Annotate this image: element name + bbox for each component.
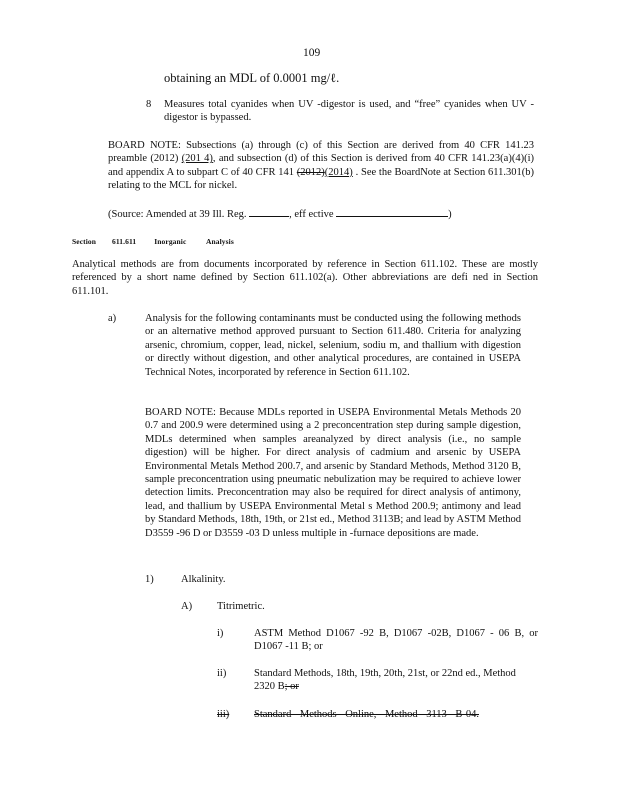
item-1-text: Alkalinity. — [181, 574, 226, 585]
item-A-label: A) — [181, 601, 193, 612]
board-note-text-3: . See the BoardNote at Section 611.301(b) relating to the MCL for nickel. — [108, 166, 534, 192]
item-A-text: Titrimetric. — [217, 601, 265, 612]
board-note-inserted-year: (201 4) — [181, 153, 213, 165]
board-note-source — [108, 139, 534, 193]
board-note-detection: BOARD NOTE: Because MDLs reported in USEPA Environmental Metals Methods 20 0.7 and 200.9 were determined using a 2 preconcentration step during sample digestion, MDLs determined when samples areanalyzed by direct analysis (i.e., no sample digestion) will be higher. For direct analysis of cadmium and arsenic by USEPA Environmental Metals Method 200.7, and arsenic by Standard Methods, Method 3120 B, sample preconcentration using pneumatic nebulization may be required to achieve lower detection limits. Preconcentration may also be required for direct analysis of antimony, lead, and thallium by USEPA Environmental Metal s Method 200.9; antimony and lead by Standard Methods, 18th, 19th, or 21st ed., Method 3113B; and lead by ASTM Method D3559 -96 D or D3559 -03 D unless multiple in -furnace depositions are made. — [145, 407, 521, 539]
item-ii-body: Standard Methods, 18th, 19th, 20th, 21st, or 22nd ed., Method 2320 B — [254, 668, 516, 693]
section-label: Section — [72, 237, 97, 246]
item-iii-label: iii) — [217, 709, 230, 720]
board-note-inserted-year-2: (2014) — [324, 166, 353, 178]
item-i-text: ASTM Method D1067 -92 B, D1067 -02B, D1067 - 06 B, or D1067 -11 B; or — [254, 628, 538, 653]
footnote-8-number: 8 — [146, 99, 152, 110]
source-note-prefix: (Source: Amended at 39 Ill. Reg. — [108, 209, 247, 220]
source-note-suffix: ) — [448, 209, 452, 220]
item-ii-text — [254, 667, 538, 694]
item-ii-label: ii) — [217, 668, 227, 679]
board-note-text-2: , and subsection (d) of this Section is derived from 40 CFR 141.23(a)(4)(i) and appendix A to subpart C of 40 CFR 141 — [108, 153, 534, 178]
intro-paragraph: Analytical methods are from documents incorporated by reference in Section 611.102. These are mostly referenced by a short name defined by Section 611.102(a). Other abbreviations are defi ned in Section 611.101. — [72, 259, 538, 297]
register-volume-blank — [249, 207, 289, 217]
board-note-text-1: BOARD NOTE: Subsections (a) through (c) of this Section are derived from 40 CFR 141.23 preamble (2012) — [108, 140, 534, 165]
section-title: Inorganic Analysis — [154, 237, 234, 246]
subsection-a-text: Analysis for the following contaminants must be conducted using the following methods or an alternative method approved pursuant to Section 611.480. Criteria for analyzing arsenic, chromium, copper, lead, nickel, selenium, sodiu m, and thallium with digestion or directly without digestion, and other analytical procedures, are contained in USEPA Technical Notes, incorporated by reference in Section 611.102. — [145, 313, 521, 378]
board-note-deleted-year: (2012) — [296, 166, 325, 178]
source-note — [108, 207, 538, 221]
item-ii-deleted: ; or — [284, 681, 299, 693]
item-1-label: 1) — [145, 574, 154, 585]
source-note-middle: , eff ective — [289, 209, 334, 220]
item-iii-text: Standard Methods Online, Method 3113 B-04. — [254, 709, 479, 720]
page-number: 109 — [303, 47, 321, 59]
section-heading — [72, 237, 234, 246]
subsection-a-label: a) — [108, 313, 117, 324]
footnote-8-text: Measures total cyanides when UV -digestor is used, and “free” cyanides when UV -digestor is bypassed. — [164, 99, 534, 124]
section-number: 611.611 — [112, 237, 137, 246]
item-i-label: i) — [217, 628, 224, 639]
effective-date-blank — [336, 207, 448, 217]
mdl-line: obtaining an MDL of 0.0001 mg/ℓ. — [164, 71, 340, 85]
